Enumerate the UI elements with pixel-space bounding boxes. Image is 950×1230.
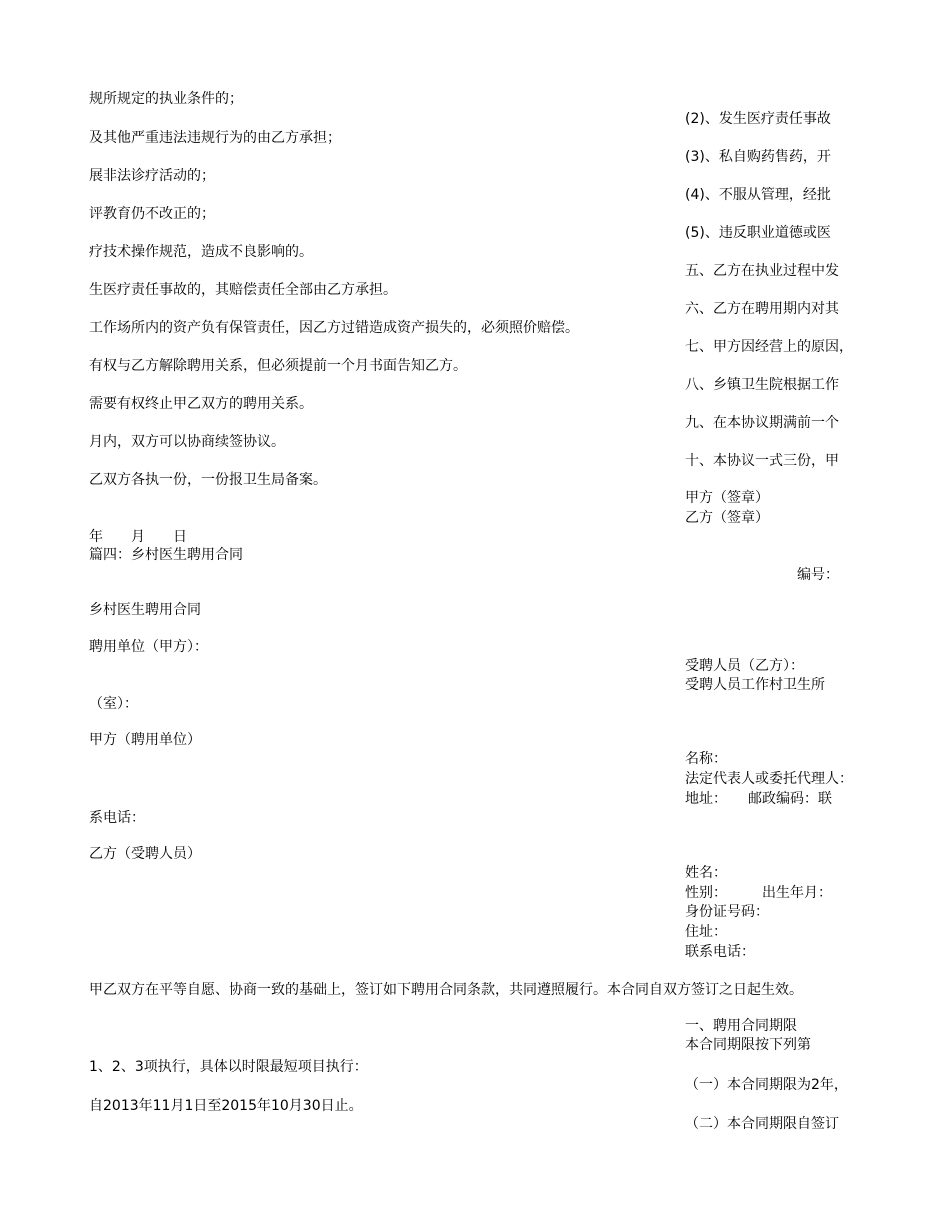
right-line-4: (5)、违反职业道德或医 <box>685 225 831 241</box>
term-clause: 1、2、3项执行，具体以时限最短项目执行： <box>89 1059 368 1075</box>
left-line-8: 有权与乙方解除聘用关系，但必须提前一个月书面告知乙方。 <box>89 358 467 374</box>
right-line-3: (4)、不服从管理，经批 <box>685 187 831 203</box>
employee-name-label: 姓名： <box>685 865 727 881</box>
left-line-2: 及其他严重违法违规行为的由乙方承担； <box>89 130 341 146</box>
right-line-5: 五、乙方在执业过程中发 <box>685 263 839 279</box>
contract-number-label: 编号： <box>797 567 839 583</box>
clause-1-text: 本合同期限按下列第 <box>685 1037 811 1053</box>
right-line-10: 十、本协议一式三份，甲 <box>685 453 839 469</box>
term-dates: 自2013年11月1日至2015年10月30日止。 <box>89 1098 363 1114</box>
gender-birth-label: 性别： 出生年月： <box>685 885 832 901</box>
room-label: （室）： <box>89 696 138 712</box>
name-label: 名称： <box>685 751 727 767</box>
left-line-4: 评教育仍不改正的； <box>89 206 215 222</box>
party-a-seal: 甲方（签章） <box>685 490 769 506</box>
left-line-6: 生医疗责任事故的，其赔偿责任全部由乙方承担。 <box>89 282 397 298</box>
right-line-7: 七、甲方因经营上的原因， <box>685 339 853 355</box>
employer-label: 聘用单位（甲方）： <box>89 639 208 655</box>
left-line-5: 疗技术操作规范，造成不良影响的。 <box>89 244 313 260</box>
clause-1-item-1: （一）本合同期限为2年， <box>685 1077 848 1093</box>
left-line-1: 规所规定的执业条件的； <box>89 91 243 107</box>
employee-label: 受聘人员（乙方）： <box>685 658 804 674</box>
right-line-9: 九、在本协议期满前一个 <box>685 415 839 431</box>
right-line-8: 八、乡镇卫生院根据工作 <box>685 377 839 393</box>
right-line-6: 六、乙方在聘用期内对其 <box>685 301 839 317</box>
left-line-9: 需要有权终止甲乙双方的聘用关系。 <box>89 396 313 412</box>
clause-1-heading: 一、聘用合同期限 <box>685 1018 797 1034</box>
legal-rep-label: 法定代表人或委托代理人： <box>685 771 853 787</box>
id-number-label: 身份证号码： <box>685 904 769 920</box>
right-line-1: (2)、发生医疗责任事故 <box>685 111 831 127</box>
contact-phone-label: 系电话： <box>89 810 145 826</box>
clause-1-item-2: （二）本合同期限自签订 <box>685 1116 839 1132</box>
left-line-3: 展非法诊疗活动的； <box>89 168 215 184</box>
left-line-11: 乙双方各执一份，一份报卫生局备案。 <box>89 472 327 488</box>
party-b-label: 乙方（受聘人员） <box>89 846 201 862</box>
left-line-7: 工作场所内的资产负有保管责任，因乙方过错造成资产损失的，必须照价赔偿。 <box>89 320 579 336</box>
section-heading: 篇四：乡村医生聘用合同 <box>89 547 243 563</box>
employee-clinic-label: 受聘人员工作村卫生所 <box>685 677 825 693</box>
signature-date: 年 月 日 <box>89 529 187 545</box>
right-line-2: (3)、私自购药售药，开 <box>685 149 831 165</box>
employee-phone-label: 联系电话： <box>685 944 755 960</box>
left-line-10: 月内，双方可以协商续签协议。 <box>89 434 285 450</box>
contract-title: 乡村医生聘用合同 <box>89 602 201 618</box>
address-postcode-label: 地址： 邮政编码：联 <box>685 791 832 807</box>
agreement-paragraph: 甲乙双方在平等自愿、协商一致的基础上，签订如下聘用合同条款，共同遵照履行。本合同自双方签订之日起生效。 <box>89 982 803 998</box>
party-b-seal: 乙方（签章） <box>685 510 769 526</box>
party-a-label: 甲方（聘用单位） <box>89 732 201 748</box>
residence-label: 住址： <box>685 924 727 940</box>
